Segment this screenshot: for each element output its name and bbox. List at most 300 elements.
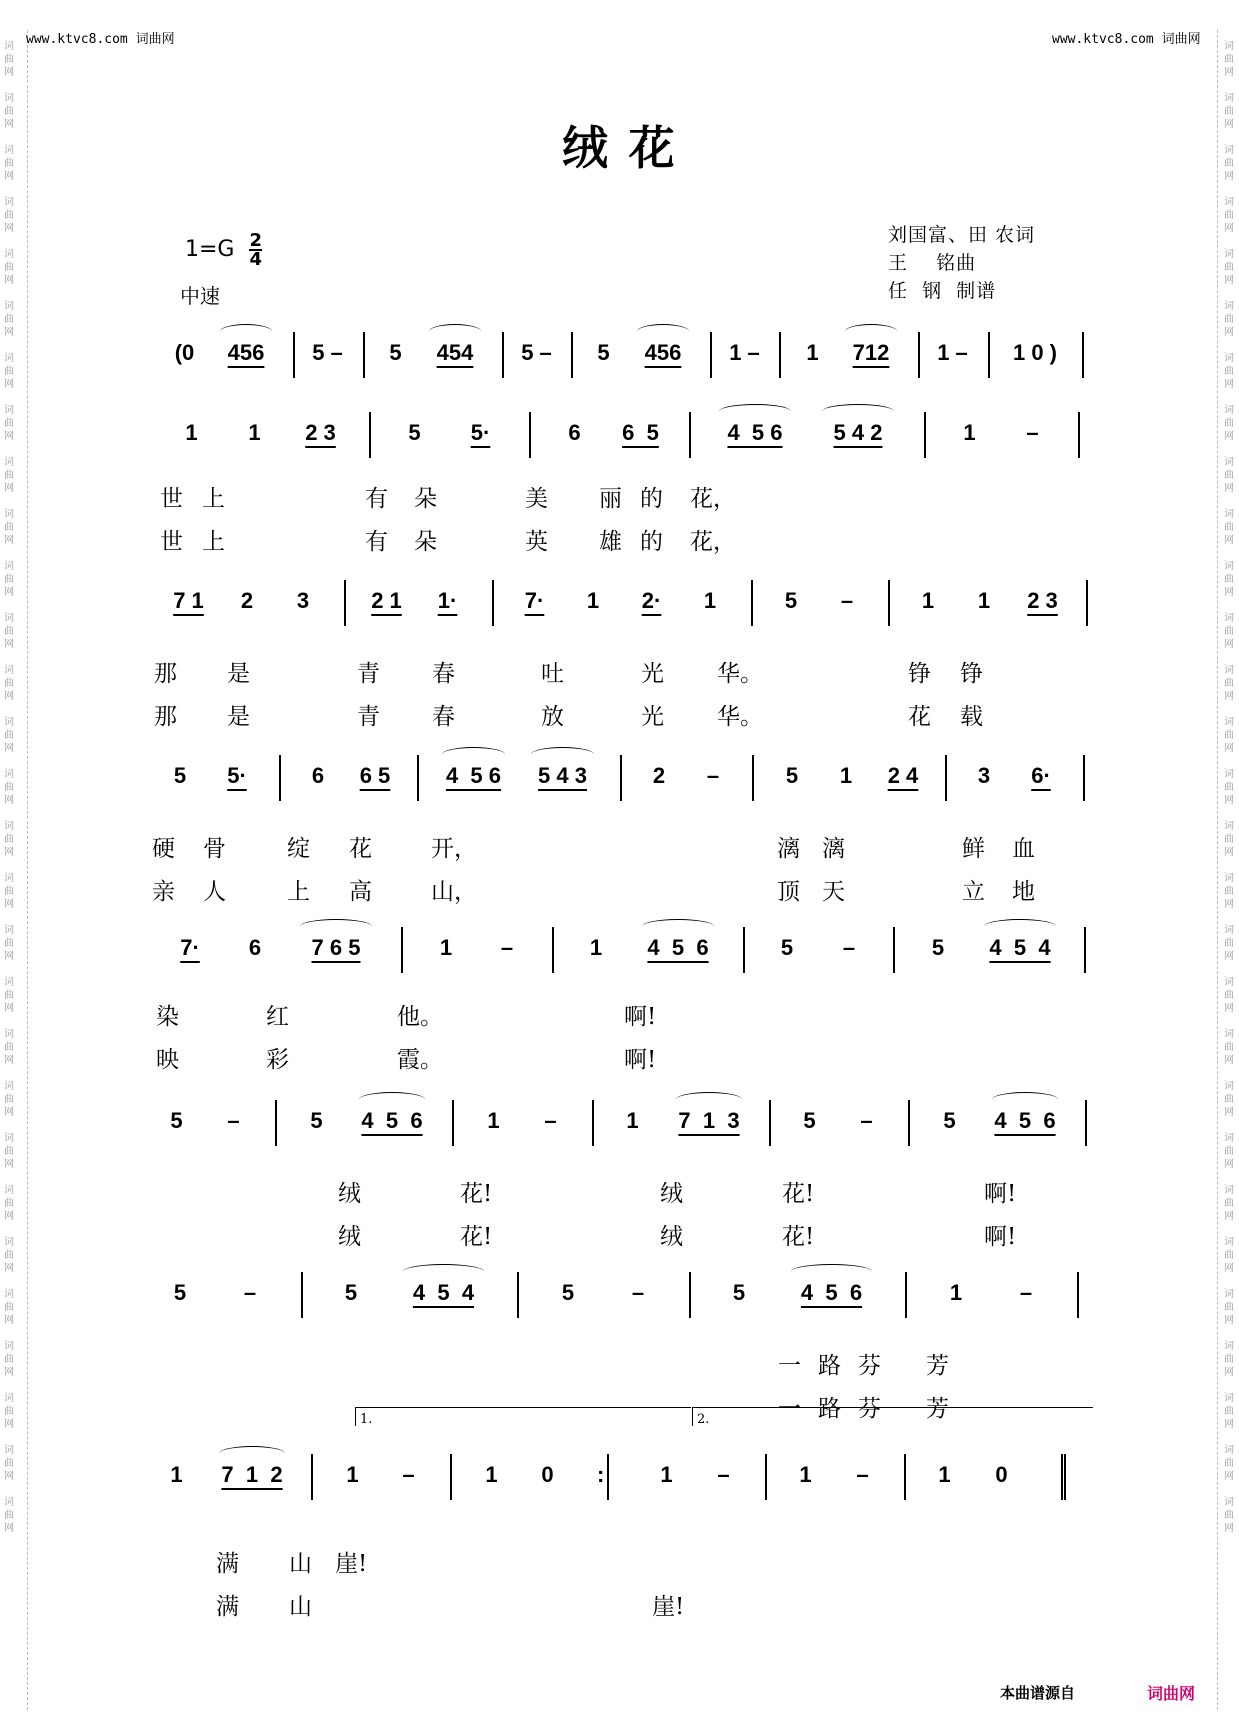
barline <box>675 412 703 458</box>
lyric-char: 丽 <box>599 486 622 512</box>
lyric-char: 天 <box>822 879 845 905</box>
barline <box>515 412 543 458</box>
slur-arc <box>845 324 897 339</box>
lyric-char: 立 <box>962 879 985 905</box>
note-group: 0 <box>995 1462 1008 1487</box>
header-site-left[interactable]: www.ktvc8.com 词曲网 <box>26 32 175 47</box>
lyric-char: 朵 <box>414 529 437 555</box>
barline <box>579 1100 605 1146</box>
note-group: 1 <box>346 1462 359 1487</box>
lyric-char: 绒 <box>338 1181 361 1207</box>
lyric-char: 鲜 <box>962 836 985 862</box>
barline-stroke <box>571 332 573 378</box>
lyric-char: 满 <box>216 1594 239 1620</box>
barline-stroke <box>918 332 920 378</box>
lyric-char: 那 <box>154 661 177 687</box>
left-watermark-strip: 词 曲 网 词 曲 网 词 曲 网 词 曲 网 词 曲 网 词 曲 网 词 曲 网 词 曲 网 词 曲 网 词 曲 网 词 曲 网 词 曲 网 词 曲 网 词 曲 网 词 曲 网 词 曲 网 词 曲 网 词 曲 网 词 曲 网 词 曲 网 词 曲 网 词 曲 网 词 曲 网 词 曲 网 词 曲 网 词 曲 网 词 曲 网 词 曲 网 词 曲 网 <box>4 41 14 1534</box>
barline-stroke <box>502 332 504 378</box>
barline <box>1073 580 1098 626</box>
barline-stroke <box>517 1272 519 1318</box>
barline <box>1072 332 1092 378</box>
barline <box>576 1454 638 1500</box>
lyric-char: 有 <box>365 529 388 555</box>
lyric-char: 世 <box>160 486 183 512</box>
barline <box>752 1454 778 1500</box>
slur-arc <box>822 404 895 419</box>
note-group: 6 5 <box>622 420 659 445</box>
key-signature <box>185 232 262 268</box>
lyric-char: 青 <box>357 704 380 730</box>
note-group: 5 <box>943 1108 956 1133</box>
lyric-char: 亲 <box>152 879 175 905</box>
note-group: – <box>860 1108 873 1133</box>
note-group: 1 <box>660 1462 673 1487</box>
barline <box>561 332 581 378</box>
lyric-char: 花! <box>460 1181 493 1207</box>
note-group: 5 <box>408 420 421 445</box>
barline-stroke <box>401 927 403 973</box>
barline-stroke <box>1078 412 1080 458</box>
barline-stroke <box>369 412 371 458</box>
barline <box>740 755 764 801</box>
note-group: 7 1 <box>173 588 204 613</box>
barline-stroke <box>689 1272 691 1318</box>
barline <box>492 332 512 378</box>
note-group: 1 <box>170 1462 183 1487</box>
volta-bracket <box>692 1407 1093 1426</box>
lyric-char: 路 <box>818 1353 841 1379</box>
barline-stroke <box>1077 1272 1079 1318</box>
note-group: 5 <box>784 588 798 613</box>
barline-stroke <box>1085 1100 1087 1146</box>
barline-stroke <box>1061 1454 1066 1500</box>
barline-stroke <box>311 1454 313 1500</box>
lyric-char: 花! <box>460 1224 493 1250</box>
lyric-char: 漓 <box>777 836 800 862</box>
lyric-char: 芬 <box>858 1396 881 1422</box>
barline-stroke <box>452 1100 454 1146</box>
note-group: – <box>706 763 720 788</box>
note-group: 6· <box>1031 763 1051 788</box>
slur-arc <box>219 1446 285 1461</box>
lyric-char: 芬 <box>858 1353 881 1379</box>
note-group: 0 <box>541 1462 554 1487</box>
barline-stroke <box>751 580 753 626</box>
lyric-char: 一 <box>778 1396 801 1422</box>
lyric-char: 是 <box>227 661 250 687</box>
slur-arc <box>531 747 593 762</box>
barline-stroke <box>765 1454 767 1500</box>
lyric-char: 的 <box>640 529 663 555</box>
lyric-char: 光 <box>641 661 664 687</box>
footer-brand-link[interactable]: 词曲网 <box>1147 1684 1196 1703</box>
note-group: 3 <box>296 588 310 613</box>
barline-stroke <box>363 332 365 378</box>
lyric-char: 满 <box>216 1551 239 1577</box>
slur-arc <box>719 404 792 419</box>
slur-arc <box>642 919 713 934</box>
lyric-char: 雄 <box>599 529 622 555</box>
barline-stroke <box>552 927 554 973</box>
lyric-char: 放 <box>541 704 564 730</box>
barline <box>355 412 383 458</box>
barline <box>875 580 900 626</box>
note-group: – <box>1019 1280 1033 1305</box>
note-group: 4 5 6 <box>774 1280 889 1306</box>
note-group: 2 4 <box>887 763 919 788</box>
lyric-char: 骨 <box>203 836 226 862</box>
slur-arc <box>992 1092 1058 1107</box>
note-group: 4 5 4 <box>969 935 1071 961</box>
lyric-char: 吐 <box>541 661 564 687</box>
note-group: 4 5 6 <box>429 763 518 789</box>
barline-stroke <box>529 412 531 458</box>
note-group: 1 <box>963 420 976 445</box>
note-group: 5 – <box>312 340 343 365</box>
lyric-char: 山 <box>289 1551 312 1577</box>
note-group: 5 <box>597 340 610 365</box>
lyric-char: 朵 <box>414 486 437 512</box>
barline-stroke <box>1083 755 1085 801</box>
repeat-dots: : <box>597 1462 605 1487</box>
barline-stroke <box>1086 580 1088 626</box>
note-group: 2 <box>240 588 254 613</box>
lyric-char: 人 <box>203 879 226 905</box>
note-group: 6 <box>568 420 581 445</box>
barline <box>1072 1100 1098 1146</box>
lyric-char: 一 <box>778 1353 801 1379</box>
note-group: 1 <box>977 588 991 613</box>
barline <box>1030 1454 1092 1500</box>
note-group: – <box>717 1462 730 1487</box>
note-group: – <box>227 1108 240 1133</box>
barline-stroke <box>908 1100 910 1146</box>
lyric-char: 霞。 <box>397 1047 443 1073</box>
lyric-char: 硬 <box>152 836 175 862</box>
note-group: 5 <box>931 935 945 960</box>
barline <box>387 927 415 973</box>
barline <box>729 927 757 973</box>
barline-stroke <box>893 927 895 973</box>
lyric-char: 彩 <box>266 1047 289 1073</box>
barline <box>910 412 938 458</box>
lyric-char: 他。 <box>397 1004 443 1030</box>
note-group: 712 <box>834 340 908 366</box>
barline <box>879 927 907 973</box>
lyric-char: 路 <box>818 1396 841 1422</box>
barline <box>437 1454 463 1500</box>
lyric-char: 芳 <box>926 1396 949 1422</box>
tempo-marking: 中速 <box>180 284 220 308</box>
note-group: 6 5 <box>359 763 391 788</box>
note-group: 5 <box>561 1280 575 1305</box>
note-group: – <box>544 1108 557 1133</box>
lyric-char: 花 <box>349 836 372 862</box>
slur-arc <box>429 324 481 339</box>
lyric-char: 绒 <box>338 1224 361 1250</box>
note-group: 2· <box>641 588 662 613</box>
barline-stroke <box>301 1272 303 1318</box>
note-group: 4 5 6 <box>345 1108 439 1134</box>
slur-arc <box>676 1092 742 1107</box>
lyric-char: 崖! <box>652 1594 685 1620</box>
barline <box>673 1272 704 1318</box>
slur-arc <box>984 919 1055 934</box>
note-group: 1 <box>248 420 261 445</box>
barline <box>298 1454 324 1500</box>
time-signature <box>249 232 262 268</box>
lyric-char: 载 <box>960 704 983 730</box>
barline-stroke <box>492 580 494 626</box>
lyric-char: 开， <box>431 836 477 862</box>
note-group: 1 0 ) <box>1012 340 1058 365</box>
note-group: 5 4 3 <box>518 763 607 789</box>
right-margin-line <box>1217 30 1218 1710</box>
note-group: 2 1 <box>371 588 402 613</box>
barline-stroke <box>945 755 947 801</box>
lyric-char: 上 <box>287 879 310 905</box>
lyric-char: 青 <box>357 661 380 687</box>
note-group: 7· <box>524 588 545 613</box>
lyric-char: 上 <box>202 529 225 555</box>
note-group: 1 – <box>729 340 760 365</box>
header-site-right[interactable]: www.ktvc8.com 词曲网 <box>1052 32 1201 47</box>
song-title: 绒 花 <box>562 121 677 175</box>
barline <box>353 332 373 378</box>
note-group: – <box>856 1462 869 1487</box>
volta-label: 2. <box>697 1412 710 1427</box>
slur-arc <box>637 324 689 339</box>
note-group: 5· <box>470 420 491 445</box>
volta-bracket <box>355 1407 691 1426</box>
barline-stroke <box>275 1100 277 1146</box>
barline-stroke <box>1082 332 1084 378</box>
note-group: 1 <box>586 588 600 613</box>
lyric-char: 光 <box>641 704 664 730</box>
note-group: 1 <box>938 1462 951 1487</box>
note-group: 4 5 6 <box>627 935 729 961</box>
lyric-char: 花! <box>782 1224 815 1250</box>
lyric-char: 花! <box>782 1181 815 1207</box>
lyric-char: 啊! <box>624 1004 657 1030</box>
note-group: 5 <box>732 1280 746 1305</box>
note-group: 5 <box>310 1108 323 1133</box>
barline <box>1071 755 1095 801</box>
time-sig-top: 2 <box>249 230 263 251</box>
barline <box>769 332 789 378</box>
note-group: 1 <box>626 1108 639 1133</box>
left-margin-line <box>27 30 28 1710</box>
note-group: 5 – <box>521 340 552 365</box>
barline <box>283 332 303 378</box>
barline-stroke <box>592 1100 594 1146</box>
lyric-char: 染 <box>156 1004 179 1030</box>
barline <box>331 580 356 626</box>
volta-label: 1. <box>360 1412 373 1427</box>
lyric-char: 华。 <box>717 661 763 687</box>
barline <box>978 332 998 378</box>
barline <box>933 755 957 801</box>
barline-stroke <box>924 412 926 458</box>
slur-arc <box>300 919 371 934</box>
lyric-char: 映 <box>156 1047 179 1073</box>
barline <box>908 332 928 378</box>
barline <box>267 755 291 801</box>
lyric-char: 美 <box>525 486 548 512</box>
note-group: 5 <box>803 1108 816 1133</box>
note-group: 5 <box>170 1108 183 1133</box>
lyric-char: 上 <box>202 486 225 512</box>
note-group: 5 <box>389 340 402 365</box>
note-group: – <box>500 935 514 960</box>
note-group: 1 <box>921 588 935 613</box>
lyric-char: 漓 <box>822 836 845 862</box>
note-group: 7 1 2 <box>205 1462 299 1488</box>
barline-stroke <box>905 1272 907 1318</box>
lyric-char: 铮 <box>960 661 983 687</box>
note-group: 5 <box>780 935 794 960</box>
lyric-char: 绒 <box>660 1181 683 1207</box>
note-group: 7 6 5 <box>285 935 387 961</box>
note-group: 1 <box>806 340 819 365</box>
note-group: 2 3 <box>305 420 336 445</box>
note-group: 4 5 4 <box>386 1280 501 1306</box>
note-group: 1 <box>485 1462 498 1487</box>
lyric-char: 是 <box>227 704 250 730</box>
note-group: 1 – <box>937 340 968 365</box>
lyric-char: 啊! <box>984 1181 1017 1207</box>
barline <box>1070 927 1098 973</box>
lyric-char: 花， <box>690 486 736 512</box>
barline <box>700 332 720 378</box>
barline-stroke <box>752 755 754 801</box>
footer-source-label: 本曲谱源自 <box>1000 1684 1076 1702</box>
lyric-char: 铮 <box>908 661 931 687</box>
note-group: – <box>402 1462 415 1487</box>
note-group: 1 <box>839 763 853 788</box>
note-group: 5 <box>173 763 187 788</box>
note-group: 3 <box>977 763 991 788</box>
lyric-char: 花 <box>908 704 931 730</box>
lyric-char: 那 <box>154 704 177 730</box>
lyric-char: 红 <box>266 1004 289 1030</box>
note-group: 454 <box>418 340 492 366</box>
barline <box>285 1272 316 1318</box>
note-group: 2 3 <box>1027 588 1058 613</box>
note-group: 1 <box>949 1280 963 1305</box>
note-group: 1 <box>589 935 603 960</box>
slur-arc <box>791 1264 872 1279</box>
note-group: (0 <box>174 340 195 365</box>
barline <box>1064 412 1092 458</box>
lyric-char: 绽 <box>287 836 310 862</box>
barline <box>405 755 429 801</box>
note-group: – <box>631 1280 645 1305</box>
note-group: 1 <box>703 588 717 613</box>
barline-stroke <box>710 332 712 378</box>
barline <box>439 1100 465 1146</box>
note-group: 1 <box>439 935 453 960</box>
lyric-char: 有 <box>365 486 388 512</box>
barline <box>608 755 632 801</box>
lyric-char: 芳 <box>926 1353 949 1379</box>
barline-stroke <box>769 1100 771 1146</box>
note-group: – <box>1026 420 1039 445</box>
barline <box>479 580 504 626</box>
lyric-char: 英 <box>525 529 548 555</box>
note-group: 6 <box>248 935 262 960</box>
note-group: 2 <box>652 763 666 788</box>
barline <box>889 1272 920 1318</box>
barline-stroke <box>293 332 295 378</box>
barline-stroke <box>888 580 890 626</box>
note-group: 1 <box>799 1462 812 1487</box>
lyric-char: 世 <box>160 529 183 555</box>
lyric-char: 高 <box>349 879 372 905</box>
barline <box>891 1454 917 1500</box>
note-group: – <box>243 1280 257 1305</box>
note-group: 4 5 6 <box>978 1108 1072 1134</box>
lyric-char: 花， <box>690 529 736 555</box>
note-group: 5 <box>344 1280 358 1305</box>
note-group: 456 <box>626 340 700 366</box>
time-sig-bottom: 4 <box>249 249 263 270</box>
note-group: 7 1 3 <box>662 1108 756 1134</box>
slur-arc <box>403 1264 484 1279</box>
key-text: 1=G <box>185 237 235 262</box>
barline-stroke <box>344 580 346 626</box>
barline <box>738 580 763 626</box>
lyric-char: 的 <box>640 486 663 512</box>
lyric-char: 血 <box>1012 836 1035 862</box>
barline-stroke <box>689 412 691 458</box>
barline-stroke <box>417 755 419 801</box>
barline <box>501 1272 532 1318</box>
barline <box>538 927 566 973</box>
note-group: 1· <box>437 588 458 613</box>
barline <box>262 1100 288 1146</box>
note-group: – <box>840 588 854 613</box>
credit-arranger: 任 钢 制谱 <box>888 280 997 302</box>
lyric-char: 崖! <box>335 1551 368 1577</box>
note-group: 4 5 6 <box>703 420 807 446</box>
barline-stroke <box>904 1454 906 1500</box>
note-group: 6 <box>311 763 325 788</box>
right-watermark-strip: 词 曲 网 词 曲 网 词 曲 网 词 曲 网 词 曲 网 词 曲 网 词 曲 网 词 曲 网 词 曲 网 词 曲 网 词 曲 网 词 曲 网 词 曲 网 词 曲 网 词 曲 网 词 曲 网 词 曲 网 词 曲 网 词 曲 网 词 曲 网 词 曲 网 词 曲 网 词 曲 网 词 曲 网 词 曲 网 词 曲 网 词 曲 网 词 曲 网 词 曲 网 <box>1224 41 1234 1534</box>
note-group: 5· <box>227 763 247 788</box>
note-group: – <box>842 935 856 960</box>
barline-stroke <box>279 755 281 801</box>
lyric-char: 华。 <box>717 704 763 730</box>
lyric-char: 春 <box>432 661 455 687</box>
lyric-char: 春 <box>432 704 455 730</box>
slur-arc <box>220 324 272 339</box>
barline-stroke <box>450 1454 452 1500</box>
credit-composer: 王 铭曲 <box>888 252 977 274</box>
note-group: 7· <box>180 935 200 960</box>
note-group: 1 <box>487 1108 500 1133</box>
barline-stroke <box>743 927 745 973</box>
barline <box>756 1100 782 1146</box>
lyric-char: 地 <box>1012 879 1035 905</box>
lyric-char: 山， <box>431 879 477 905</box>
lyric-char: 绒 <box>660 1224 683 1250</box>
note-group: 5 <box>785 763 799 788</box>
barline-stroke <box>1084 927 1086 973</box>
barline-stroke <box>988 332 990 378</box>
lyric-char: 顶 <box>777 879 800 905</box>
credit-lyricist: 刘国富、田 农词 <box>888 224 1036 246</box>
